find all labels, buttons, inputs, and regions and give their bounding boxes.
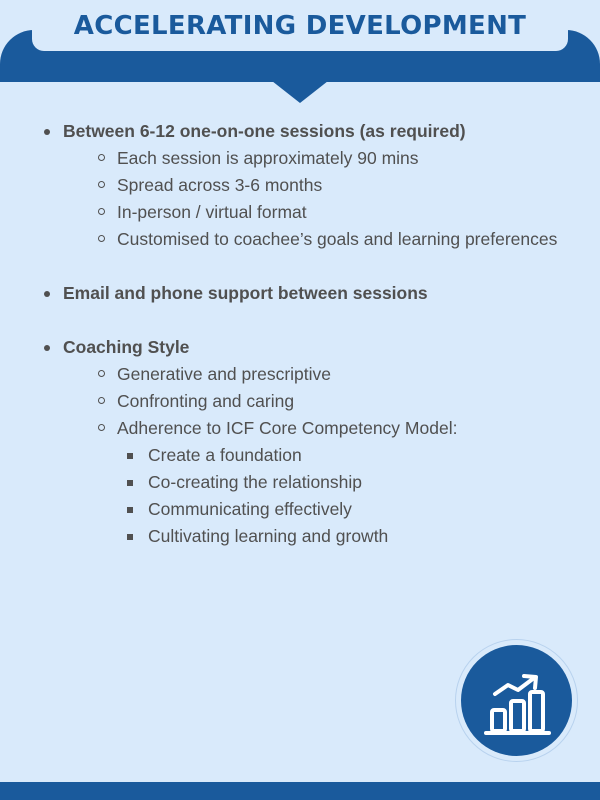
list-item: Spread across 3-6 months	[94, 172, 560, 199]
growth-chart-icon-graphic	[461, 645, 572, 756]
support-heading: Email and phone support between sessions	[63, 283, 428, 303]
bar-tall	[530, 692, 543, 731]
list-item-icf	[94, 415, 560, 550]
coaching-style-heading: Coaching Style	[63, 337, 190, 357]
list-item: Co-creating the relationship	[125, 469, 560, 496]
sessions-heading: Between 6-12 one-on-one sessions (as required)	[63, 121, 466, 141]
list-item: Create a foundation	[125, 442, 560, 469]
list-item: Customised to coachee’s goals and learning preferences	[94, 226, 560, 253]
list-item: Generative and prescriptive	[94, 361, 560, 388]
list-item: Communicating effectively	[125, 496, 560, 523]
bar-medium	[511, 701, 524, 731]
list-item-support	[40, 280, 560, 307]
list-item-coaching-style	[40, 334, 560, 550]
trend-line	[495, 678, 534, 694]
list-item: Cultivating learning and growth	[125, 523, 560, 550]
coaching-style-sublist	[63, 361, 560, 550]
list-item: Each session is approximately 90 mins	[94, 145, 560, 172]
header-notch	[272, 81, 328, 103]
sessions-sublist	[63, 145, 560, 253]
list-item: In-person / virtual format	[94, 199, 560, 226]
footer-band	[0, 782, 600, 800]
page-title: ACCELERATING DEVELOPMENT	[73, 11, 527, 41]
content-list	[40, 118, 560, 550]
icf-label: Adherence to ICF Core Competency Model:	[117, 418, 458, 438]
bar-short	[492, 710, 505, 731]
list-item-sessions	[40, 118, 560, 253]
title-banner	[32, 1, 568, 51]
growth-chart-icon	[461, 645, 572, 756]
bullet-list	[40, 118, 560, 550]
icf-sublist	[117, 442, 560, 550]
list-item: Confronting and caring	[94, 388, 560, 415]
